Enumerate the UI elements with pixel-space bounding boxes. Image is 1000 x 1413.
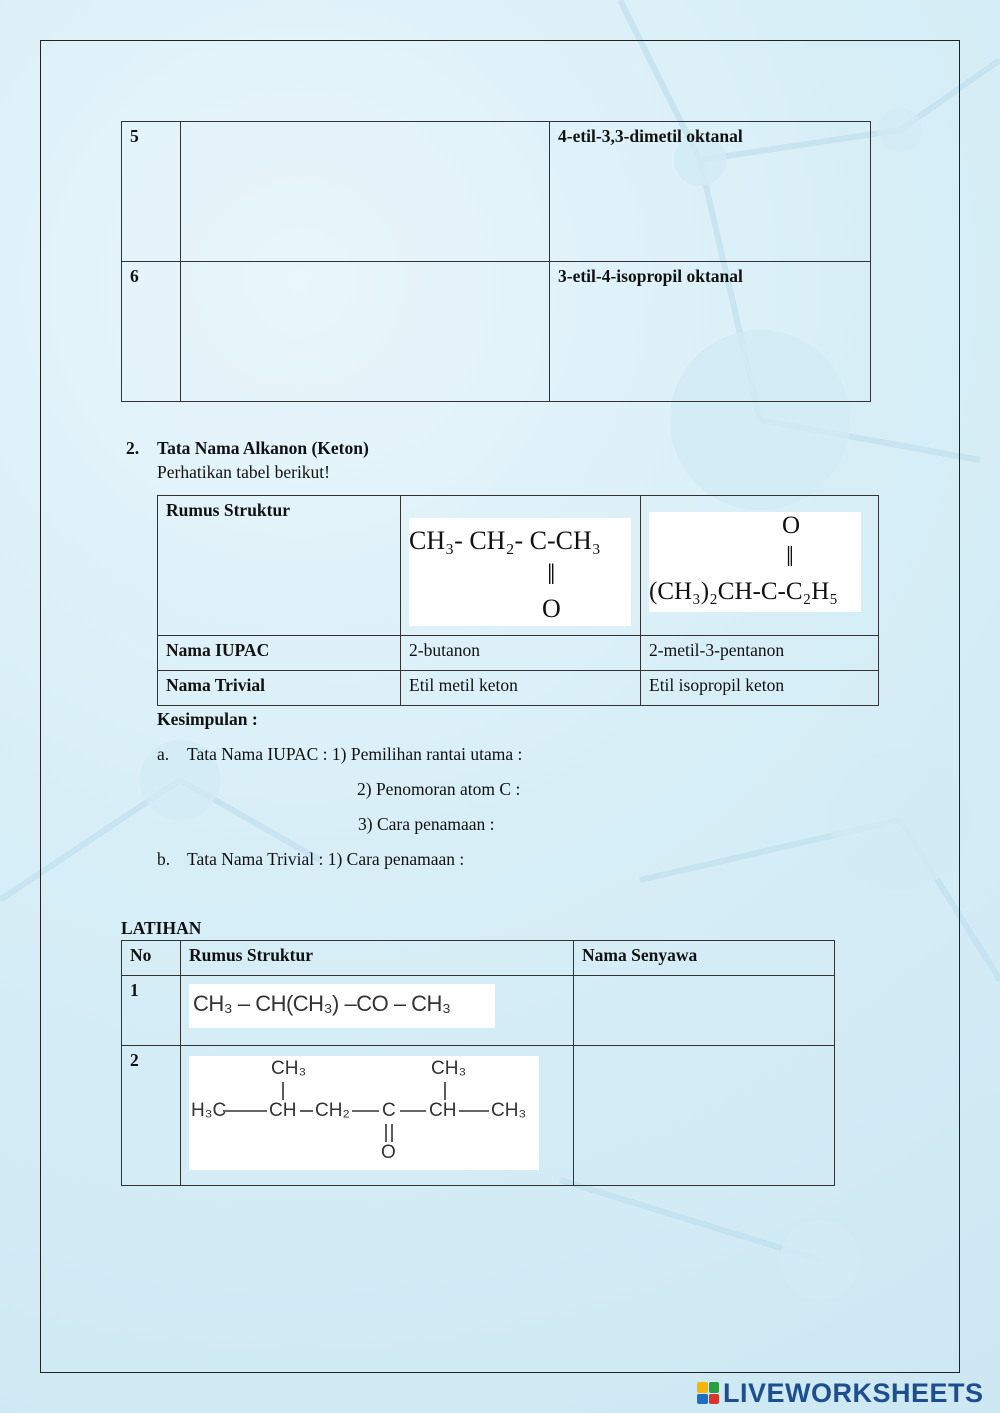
section-number: 2. — [126, 438, 140, 458]
kesimpulan-title: Kesimpulan : — [157, 709, 258, 729]
branch-methyl-left: CH₃ — [271, 1058, 307, 1079]
section-title: Tata Nama Alkanon (Keton) — [157, 438, 369, 458]
logo-icon — [697, 1382, 719, 1404]
structure-main: (CH₃)₂CH-C-C₂H₅ — [649, 578, 839, 605]
atom-c: C — [382, 1100, 396, 1121]
table-row — [122, 976, 835, 1046]
item-label-b: b. — [157, 849, 171, 869]
iupac-rule-2: 2) Penomoran atom C : — [357, 779, 521, 799]
structure-main: CH₃- CH₂- C-CH₃ — [409, 526, 601, 555]
atom-h3c: H₃C — [191, 1100, 227, 1121]
row-number: 2 — [122, 1046, 181, 1186]
row-label: Nama IUPAC — [158, 636, 401, 671]
atom-ch-b: CH — [429, 1100, 457, 1121]
structure-image-butanon — [409, 518, 631, 626]
bond-lines — [189, 1056, 539, 1170]
structure-image-2 — [189, 1056, 539, 1170]
structure-cell — [181, 1046, 574, 1186]
structure-cell — [641, 496, 879, 636]
aldehyde-exercise-table — [121, 121, 871, 402]
row-number: 1 — [122, 976, 181, 1046]
trivial-name: Etil metil keton — [401, 671, 641, 706]
header-name: Nama Senyawa — [574, 941, 835, 976]
iupac-rule-3: 3) Cara penamaan : — [358, 814, 495, 834]
table-row — [158, 636, 879, 671]
formula-text: CH₃ – CH(CH₃) –CO – CH₃ — [193, 991, 451, 1016]
answer-cell[interactable] — [574, 1046, 835, 1186]
oxygen-atom: O — [542, 594, 561, 623]
oxygen-atom: O — [381, 1142, 396, 1163]
keton-table — [157, 495, 879, 706]
compound-name: 3-etil-4-isopropil oktanal — [550, 262, 871, 402]
structure-cell — [181, 976, 574, 1046]
compound-name: 4-etil-3,3-dimetil oktanal — [550, 122, 871, 262]
table-row — [158, 671, 879, 706]
structure-image-1 — [189, 984, 495, 1028]
trivial-name: Etil isopropil keton — [641, 671, 879, 706]
iupac-name: 2-metil-3-pentanon — [641, 636, 879, 671]
table-row — [122, 1046, 835, 1186]
row-label: Nama Trivial — [158, 671, 401, 706]
table-row — [158, 496, 879, 636]
double-bond: ‖ — [786, 542, 794, 573]
oxygen-atom: O — [782, 512, 801, 539]
table-row — [122, 262, 871, 402]
row-label: Rumus Struktur — [158, 496, 401, 636]
structure-answer-cell[interactable] — [181, 262, 550, 402]
table-header-row — [122, 941, 835, 976]
logo-text: LIVEWORKSHEETS — [723, 1377, 984, 1408]
structure-answer-cell[interactable] — [181, 122, 550, 262]
table-row — [122, 122, 871, 262]
branch-methyl-right: CH₃ — [431, 1058, 467, 1079]
latihan-title: LATIHAN — [121, 918, 202, 938]
trivial-rule-1: Tata Nama Trivial : 1) Cara penamaan : — [187, 849, 465, 869]
header-structure: Rumus Struktur — [181, 941, 574, 976]
iupac-rule-1: Tata Nama IUPAC : 1) Pemilihan rantai utama : — [187, 744, 523, 764]
atom-ch: CH — [269, 1100, 297, 1121]
item-label-a: a. — [157, 744, 170, 764]
answer-cell[interactable] — [574, 976, 835, 1046]
section-subtitle: Perhatikan tabel berikut! — [157, 462, 330, 482]
structure-image-pentanon — [649, 512, 861, 612]
atom-ch2: CH₂ — [315, 1100, 350, 1121]
header-no: No — [122, 941, 181, 976]
latihan-table — [121, 940, 835, 1186]
liveworksheets-logo[interactable] — [697, 1378, 984, 1408]
atom-ch3: CH₃ — [491, 1100, 527, 1121]
double-bond: ‖ — [547, 558, 556, 591]
row-number: 6 — [122, 262, 181, 402]
structure-cell — [401, 496, 641, 636]
iupac-name: 2-butanon — [401, 636, 641, 671]
row-number: 5 — [122, 122, 181, 262]
